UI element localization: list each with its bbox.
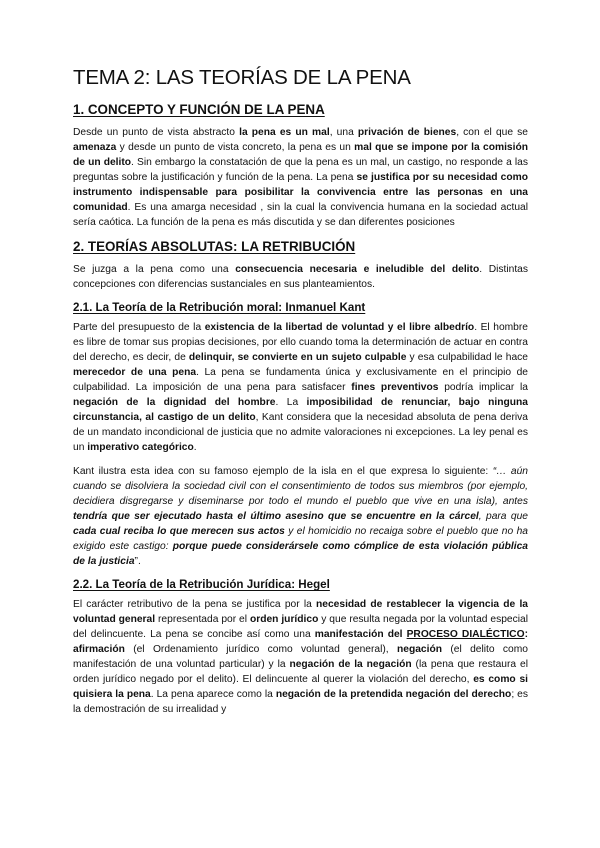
emphasis-text: negación de la negación (289, 659, 412, 670)
emphasis-text: la pena es un mal (239, 127, 330, 138)
emphasis-text: necesidad de restablecer la vigencia de la voluntad general (73, 599, 528, 625)
emphasis-text: privación de bienes (357, 127, 457, 138)
emphasis-text: amenaza (73, 142, 117, 153)
subsection-heading-hegel: 2.2. La Teoría de la Retribución Jurídica: Hegel (73, 578, 330, 591)
emphasis-text: PROCESO DIALÉCTICO (406, 629, 525, 640)
emphasis-text: mal que se impone por la comisión de un delito (73, 142, 529, 168)
text-run: y que resulta negada por la voluntad especial del delincuente. La pena se concibe así como una (73, 614, 529, 640)
text-run: . La (275, 397, 307, 408)
text-run: . El hombre es libre de tomar sus propias decisiones, por ello cuando toma la determinación de actuar en contra del derecho, es decir, de (73, 322, 528, 363)
paragraph (73, 262, 528, 292)
text-run: , con el que se (456, 127, 529, 138)
text-run: Desde un punto de vista abstracto (73, 127, 240, 138)
text-run: . La pena se fundamenta única y exclusivamente en el principio de culpabilidad. La imposición de una pena para satisfacer (73, 367, 528, 393)
paragraph (73, 597, 528, 717)
emphasis-text: negación de la dignidad del hombre (73, 397, 276, 408)
section-heading-teorias-absolutas: 2. TEORÍAS ABSOLUTAS: LA RETRIBUCIÓN (73, 239, 356, 254)
emphasis-text: afirmación (73, 644, 125, 655)
text-run: podría implicar la (438, 382, 528, 393)
emphasis-text: imposibilidad de renunciar, bajo ninguna circunstancia, al castigo de un delito (73, 397, 528, 423)
text-run: y esa culpabilidad le hace (406, 352, 528, 363)
emphasis-text: se justifica por su necesidad como instrumento indispensable para posibilitar la convivencia entre las personas en una comunidad (73, 172, 528, 213)
paragraph (73, 320, 528, 455)
text-run: Kant ilustra esta idea con su famoso ejemplo de la isla en el que expresa lo siguiente: (73, 466, 493, 477)
text-run: . Distintas concepciones con diferencias sustanciales en sus planteamientos. (73, 264, 528, 290)
section-heading-concepto: 1. CONCEPTO Y FUNCIÓN DE LA PENA (73, 102, 325, 117)
emphasis-text: negación (396, 644, 442, 655)
emphasis-text: orden jurídico (249, 614, 319, 625)
text-run: (el delito como manifestación de una voluntad particular) y la (73, 644, 529, 670)
emphasis-text: imperativo categórico (87, 442, 194, 453)
text-run: representada por el (155, 614, 250, 625)
text-run: . La pena aparece como la (150, 689, 276, 700)
emphasis-text: cada cual reciba lo que merecen sus actos (73, 526, 285, 537)
emphasis-text: tendría que ser ejecutado hasta el último asesino que se encuentre en la cárcel (73, 511, 479, 522)
emphasis-text: consecuencia necesaria e ineludible del delito (235, 264, 480, 275)
text-run: (el Ordenamiento jurídico como voluntad general), (124, 644, 397, 655)
paragraph (73, 125, 528, 230)
emphasis-text: : (524, 629, 528, 640)
page-title: TEMA 2: LAS TEORÍAS DE LA PENA (73, 66, 411, 89)
emphasis-text: delinquir, se convierte en un sujeto culpable (188, 352, 407, 363)
text-run: , Kant considera que la necesidad absoluta de pena deriva de un mandato incondicional de justicia que no admite valoraciones ni excepciones. La ley penal es un (73, 412, 528, 453)
subsection-heading-kant: 2.1. La Teoría de la Retribución moral: Inmanuel Kant (73, 301, 366, 314)
text-run: Parte del presupuesto de la (73, 322, 205, 333)
text-run: . Es una amarga necesidad , sin la cual la convivencia humana en la sociedad actual sería caótica. La función de la pena es más discutida y se dan diferentes posiciones (73, 202, 528, 228)
text-run: y desde un punto de vista concreto, la pena es un (116, 142, 355, 153)
emphasis-text: fines preventivos (351, 382, 439, 393)
text-run: . (193, 442, 197, 453)
emphasis-text: merecedor de una pena (73, 367, 197, 378)
text-run: El carácter retributivo de la pena se justifica por la (73, 599, 316, 610)
text-run: ; es la demostración de su irrealidad y (73, 689, 528, 715)
text-run: (la pena que restaura el orden jurídico negado por el delito). El delincuente al querer la violación del derecho, (73, 659, 528, 685)
emphasis-text: existencia de la libertad de voluntad y el libre albedrío (204, 322, 475, 333)
text-run: y el homicidio no recaiga sobre el pueblo que no ha exigido este castigo: (73, 526, 529, 552)
emphasis-text: manifestación del (314, 629, 403, 640)
text-run: ”. (134, 556, 141, 567)
text-run: Se juzga a la pena como una (73, 264, 236, 275)
text-run: , una (329, 127, 358, 138)
paragraph-quote (73, 464, 528, 569)
emphasis-text: negación de la pretendida negación del derecho (275, 689, 512, 700)
text-run: “… aún cuando se disolviera la sociedad civil con el consentimiento de todos sus miembros (por ejemplo, decidiera disgregarse y diseminarse por todo el mundo el pueblo que vive en una isla), antes (73, 466, 528, 507)
emphasis-text: es como si quisiera la pena (73, 674, 529, 700)
emphasis-text: porque puede considerársele como cómplice de esta violación pública de la justicia (73, 541, 528, 567)
text-run: , para que (478, 511, 528, 522)
text-run: . Sin embargo la constatación de que la pena es un mal, un castigo, no responde a las preguntas sobre la justificación y función de la pena. La pena (73, 157, 528, 183)
